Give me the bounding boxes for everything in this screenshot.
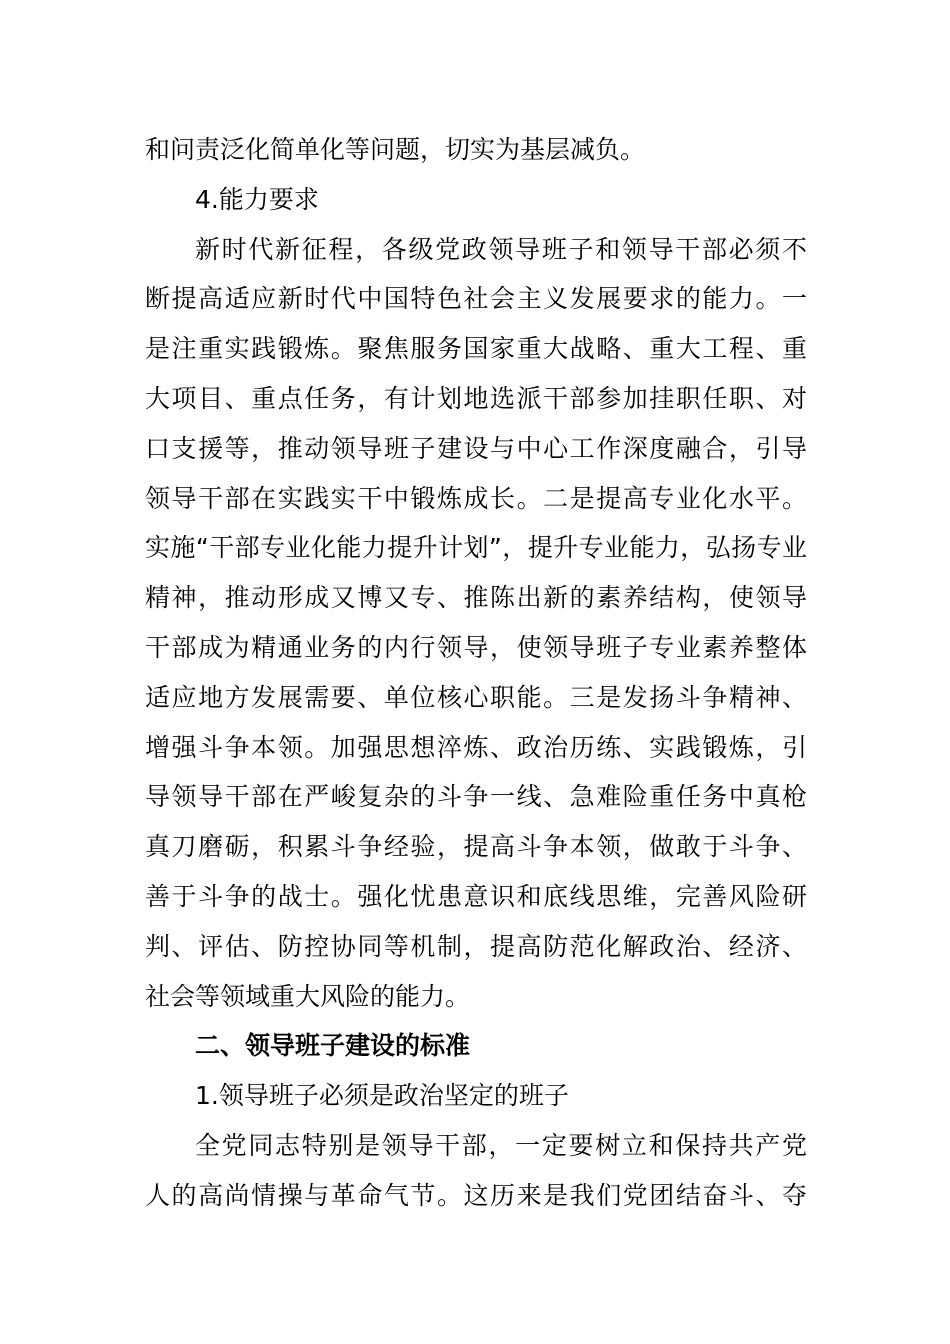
paragraph-line: 善于斗争的战士。强化忧患意识和底线思维，完善风险研 [145,881,807,911]
paragraph-line: 领导干部在实践实干中锻炼成长。二是提高专业化水平。 [145,483,807,513]
paragraph-line: 导领导干部在严峻复杂的斗争一线、急难险重任务中真枪 [145,782,807,812]
paragraph-line: 全党同志特别是领导干部，一定要树立和保持共产党 [195,1130,807,1160]
paragraph-line: 断提高适应新时代中国特色社会主义发展要求的能力。一 [145,284,807,314]
paragraph-line: 社会等领域重大风险的能力。 [145,981,471,1011]
paragraph-line: 大项目、重点任务，有计划地选派干部参加挂职任职、对 [145,383,807,413]
paragraph-line: 实施“干部专业化能力提升计划”，提升专业能力，弘扬专业 [145,533,807,563]
paragraph-line: 精神，推动形成又博又专、推陈出新的素养结构，使领导 [145,583,807,613]
section-heading: 1.领导班子必须是政治坚定的班子 [195,1081,569,1111]
paragraph-line: 口支援等，推动领导班子建设与中心工作深度融合，引导 [145,433,807,463]
paragraph-line: 适应地方发展需要、单位核心职能。三是发扬斗争精神、 [145,682,807,712]
document-body [145,125,807,1221]
paragraph-line: 判、评估、防控协同等机制，提高防范化解政治、经济、 [145,931,807,961]
paragraph-line: 干部成为精通业务的内行领导，使领导班子专业素养整体 [145,632,807,662]
paragraph-line: 人的高尚情操与革命气节。这历来是我们党团结奋斗、夺 [145,1180,807,1210]
section-heading: 4.能力要求 [195,184,319,214]
paragraph-line: 增强斗争本领。加强思想淬炼、政治历练、实践锻炼，引 [145,732,807,762]
paragraph-line: 和问责泛化简单化等问题，切实为基层减负。 [145,135,646,164]
paragraph-line: 真刀磨砺，积累斗争经验，提高斗争本领，做敢于斗争、 [145,832,807,862]
chapter-heading: 二、领导班子建设的标准 [195,1031,471,1061]
paragraph-line: 新时代新征程，各级党政领导班子和领导干部必须不 [195,234,807,264]
paragraph-line: 是注重实践锻炼。聚焦服务国家重大战略、重大工程、重 [145,334,807,364]
